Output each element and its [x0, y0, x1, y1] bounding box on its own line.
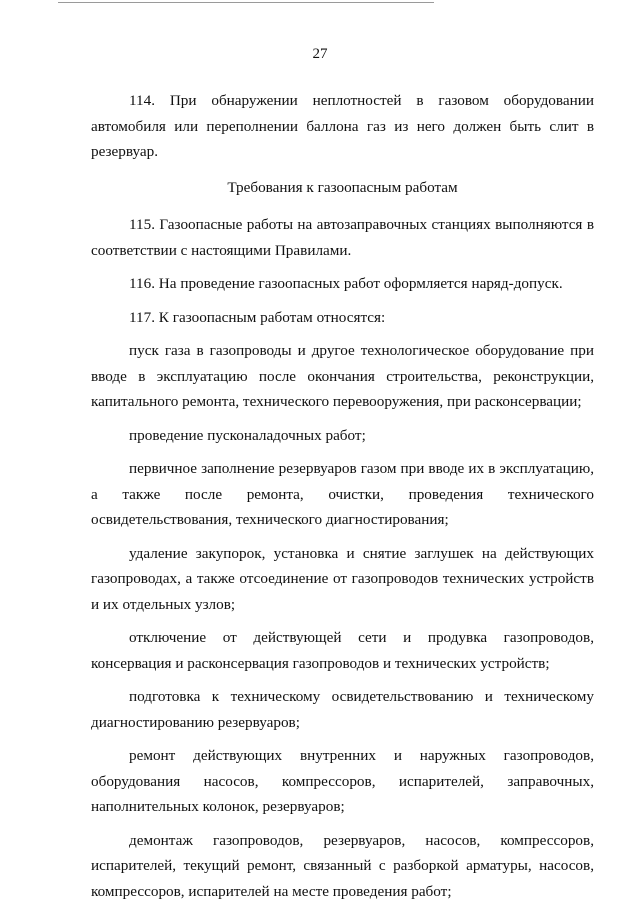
- top-scan-rule: [58, 2, 434, 3]
- document-body: [91, 88, 594, 912]
- list-item-dismantling: демонтаж газопроводов, резервуаров, насосов, компрессоров, испарителей, текущий ремонт, связанный с разборкой арматуры, насосов, компрессоров, испарителей на месте проведения работ;: [91, 828, 594, 912]
- paragraph-117: 117. К газоопасным работам относятся:: [91, 305, 594, 339]
- paragraph-116: 116. На проведение газоопасных работ оформляется наряд-допуск.: [91, 271, 594, 305]
- list-item-inspection-prep: подготовка к техническому освидетельствованию и техническому диагностированию резервуаров;: [91, 684, 594, 743]
- list-item-commissioning: проведение пусконаладочных работ;: [91, 423, 594, 457]
- list-item-blockage-removal: удаление закупорок, установка и снятие заглушек на действующих газопроводах, а также отсоединение от газопроводов технических устройств и их отдельных узлов;: [91, 541, 594, 626]
- page-number: 27: [0, 46, 640, 63]
- section-heading: Требования к газоопасным работам: [91, 173, 594, 213]
- paragraph-114: 114. При обнаружении неплотностей в газовом оборудовании автомобиля или переполнении баллона газ из него должен быть слит в резервуар.: [91, 88, 594, 173]
- list-item-disconnection: отключение от действующей сети и продувка газопроводов, консервация и расконсервация газопроводов и технических устройств;: [91, 625, 594, 684]
- list-item-gas-startup: пуск газа в газопроводы и другое технологическое оборудование при вводе в эксплуатацию после окончания строительства, реконструкции, капитального ремонта, технического перевооружения, при расконсервации;: [91, 338, 594, 423]
- list-item-repair: ремонт действующих внутренних и наружных газопроводов, оборудования насосов, компрессоров, испарителей, заправочных, наполнительных колонок, резервуаров;: [91, 743, 594, 828]
- list-item-tank-filling: первичное заполнение резервуаров газом при вводе их в эксплуатацию, а также после ремонта, очистки, проведения технического освидетельствования, технического диагностирования;: [91, 456, 594, 541]
- paragraph-115: 115. Газоопасные работы на автозаправочных станциях выполняются в соответствии с настоящими Правилами.: [91, 212, 594, 271]
